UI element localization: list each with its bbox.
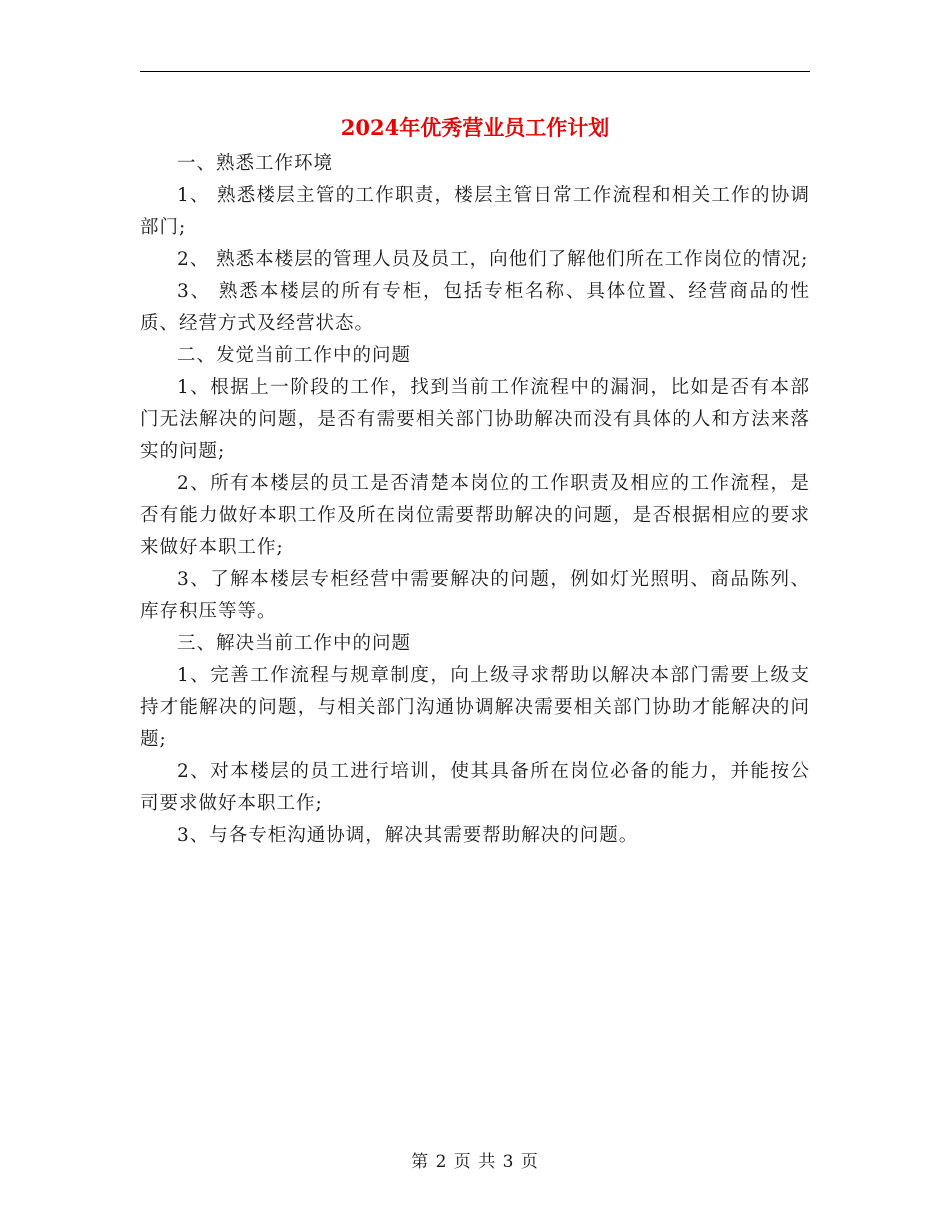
section-heading-1: 一、熟悉工作环境 — [177, 153, 334, 174]
page-number-footer: 第 2 页 共 3 页 — [411, 1152, 539, 1172]
paragraph: 2、 熟悉本楼层的管理人员及员工，向他们了解他们所在工作岗位的情况; — [177, 249, 809, 270]
document-title: 2024年优秀营业员工作计划 — [340, 115, 610, 140]
document-body — [140, 148, 810, 852]
paragraph: 1、完善工作流程与规章制度，向上级寻求帮助以解决本部门需要上级支持才能解决的问题，与相关部门沟通协调解决需要相关部门协助才能解决的问题; — [140, 665, 810, 750]
paragraph: 1、根据上一阶段的工作，找到当前工作流程中的漏洞，比如是否有本部门无法解决的问题，是否有需要相关部门协助解决而没有具体的人和方法来落实的问题; — [140, 377, 810, 462]
paragraph: 2、对本楼层的员工进行培训，使其具备所在岗位必备的能力，并能按公司要求做好本职工作; — [140, 761, 810, 814]
header-rule — [140, 71, 810, 72]
paragraph: 3、了解本楼层专柜经营中需要解决的问题，例如灯光照明、商品陈列、库存积压等等。 — [140, 569, 810, 622]
paragraph: 2、所有本楼层的员工是否清楚本岗位的工作职责及相应的工作流程，是否有能力做好本职工作及所在岗位需要帮助解决的问题，是否根据相应的要求来做好本职工作; — [140, 473, 810, 558]
paragraph: 3、 熟悉本楼层的所有专柜，包括专柜名称、具体位置、经营商品的性质、经营方式及经营状态。 — [140, 281, 810, 334]
section-heading-3: 三、解决当前工作中的问题 — [177, 633, 412, 654]
section-heading-2: 二、发觉当前工作中的问题 — [177, 345, 412, 366]
paragraph: 1、 熟悉楼层主管的工作职责，楼层主管日常工作流程和相关工作的协调部门; — [140, 185, 810, 238]
paragraph: 3、与各专柜沟通协调，解决其需要帮助解决的问题。 — [177, 825, 639, 846]
